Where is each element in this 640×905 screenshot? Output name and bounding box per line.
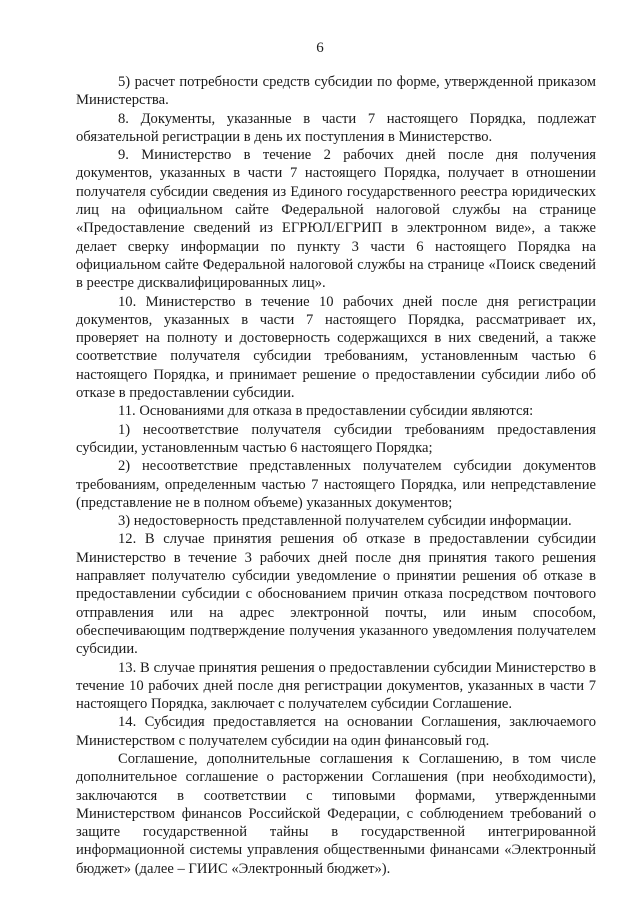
paragraph-13-agreement: 13. В случае принятия решения о предоставлении субсидии Министерство в течение 10 рабочих дней после дня регистрации документов, указанных в части 7 настоящего Порядка, заключает с получателем субсидии Соглашение. <box>76 659 596 713</box>
paragraph-agreement-forms: Соглашение, дополнительные соглашения к Соглашению, в том числе дополнительное соглашение о расторжении Соглашения (при необходимости), заключаются в соответствии с типовыми формами, утвержденными Министерством финансов Российской Федерации, с соблюдением требований о защите государственной тайны в государственной интегрированной информационной системы управления общественными финансами «Электронный бюджет» (далее – ГИИС «Электронный бюджет»). <box>76 750 596 877</box>
paragraph-8-registration: 8. Документы, указанные в части 7 настоящего Порядка, подлежат обязательной регистрации в день их поступления в Министерство. <box>76 110 596 145</box>
paragraph-9-egrul-check: 9. Министерство в течение 2 рабочих дней после дня получения документов, указанных в части 7 настоящего Порядка, получает в отношении получателя субсидии сведения из Единого государственного реестра юридических лиц на официальном сайте Федеральной налоговой службы на странице «Предоставление сведений из ЕГРЮЛ/ЕГРИП в электронном виде», а также делает сверку информации по пункту 3 части 6 настоящего Порядка на официальном сайте Федеральной налоговой службы на странице «Поиск сведений в реестре дисквалифицированных лиц». <box>76 147 596 292</box>
paragraph-12-refusal-notice: 12. В случае принятия решения об отказе в предоставлении субсидии Министерство в течение 3 рабочих дней после дня принятия такого решения направляет получателю субсидии уведомление о принятии решения об отказе в предоставлении субсидии с обоснованием причин отказа посредством почтового отправления или на адрес электронной почты, или иным способом, обеспечивающим подтверждение получения указанного уведомления получателем субсидии. <box>76 531 596 658</box>
document-body <box>76 73 596 878</box>
paragraph-14-subsidy-basis: 14. Субсидия предоставляется на основании Соглашения, заключаемого Министерством с получателем субсидии на один финансовый год. <box>76 714 596 749</box>
paragraph-11-refusal-grounds: 11. Основаниями для отказа в предоставлении субсидии являются: <box>118 403 534 420</box>
paragraph-item-5-calculation: 5) расчет потребности средств субсидии по форме, утвержденной приказом Министерства. <box>76 74 596 109</box>
paragraph-10-review: 10. Министерство в течение 10 рабочих дней после дня регистрации документов, указанных в части 7 настоящего Порядка, рассматривает их, проверяет на полноту и достоверность содержащихся в них сведений, а также соответствие получателя субсидии требованиям, установленным частью 6 настоящего Порядка, и принимает решение о предоставлении субсидии либо об отказе в предоставлении субсидии. <box>76 293 596 402</box>
paragraph-11-item-1: 1) несоответствие получателя субсидии требованиям предоставления субсидии, установленным частью 6 настоящего Порядка; <box>76 421 596 456</box>
page-number: 6 <box>316 40 324 56</box>
paragraph-11-item-3: 3) недостоверность представленной получателем субсидии информации. <box>118 513 572 530</box>
paragraph-11-item-2: 2) несоответствие представленных получателем субсидии документов требованиям, определенным частью 7 настоящего Порядка, или непредставление (представление не в полном объеме) указанных документов; <box>76 458 596 511</box>
